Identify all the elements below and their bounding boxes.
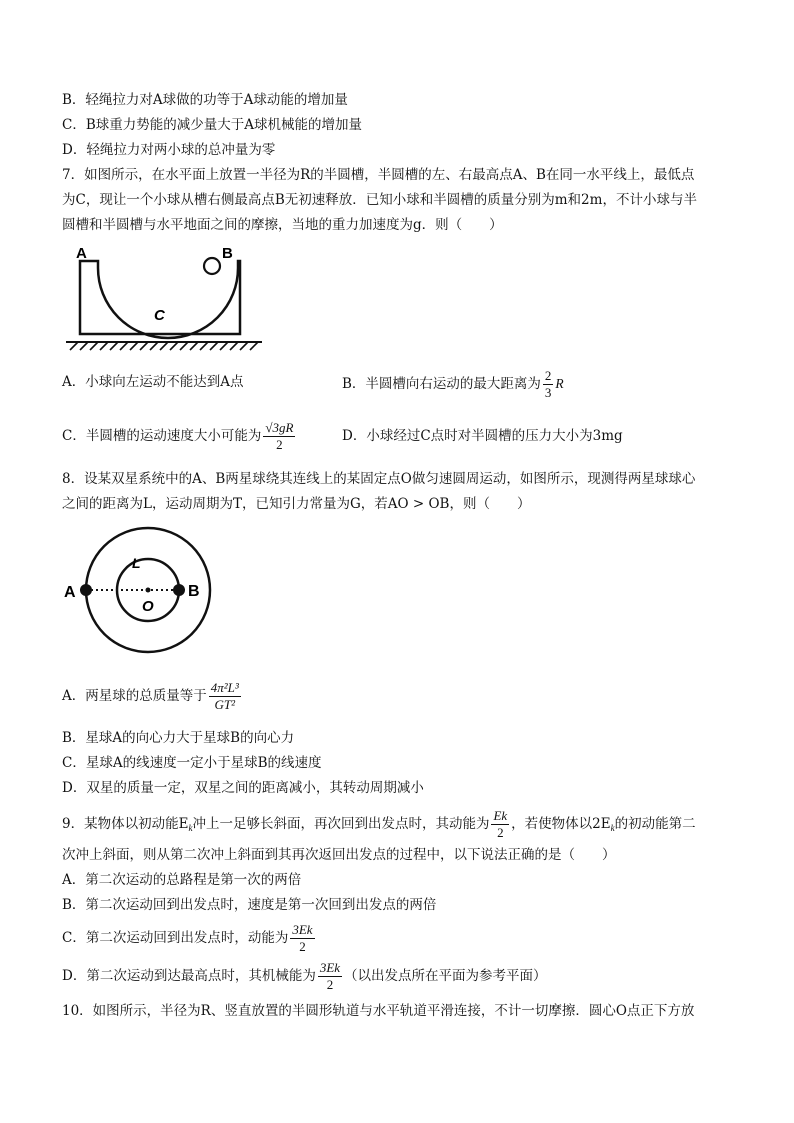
q9-option-a: A．第二次运动的总路程是第一次的两倍 [62, 872, 302, 888]
q7-option-c: C．半圆槽的运动速度大小可能为 $\frac{√3gR}{2}$ [62, 420, 294, 452]
q9-option-c: C．第二次运动回到出发点时，动能为 $\frac{3Ek}{2}$ [62, 922, 313, 954]
q8-figure-binary-star [62, 516, 242, 666]
q7-stem-line-1: 7．如图所示，在水平面上放置一半径为R的半圆槽，半圆槽的左、右最高点A、B在同一水平线上，最低点 [62, 167, 695, 183]
q6-option-c: C．B球重力势能的减少量大于A球机械能的增加量 [62, 117, 362, 133]
q7-label-a: A [76, 245, 87, 262]
q8-stem-line-2: 之间的距离为L，运动周期为T，已知引力常量为G，若AO > OB，则（ ） [62, 496, 531, 512]
q9-option-b: B．第二次运动回到出发点时，速度是第一次回到出发点的两倍 [62, 897, 437, 913]
q7-option-d: D．小球经过C点时对半圆槽的压力大小为3mg [342, 428, 623, 444]
q7-label-c: C [154, 307, 165, 324]
q9-stem-line-2: 次冲上斜面，则从第二次冲上斜面到其再次返回出发点的过程中，以下说法正确的是（ ） [62, 847, 616, 863]
q8-option-b: B．星球A的向心力大于星球B的向心力 [62, 730, 295, 746]
q8-label-a: A [64, 584, 76, 601]
q10-stem-line-1: 10．如图所示，半径为R、竖直放置的半圆形轨道与水平轨道平滑连接，不计一切摩擦．圆心O点正下方放 [62, 1003, 695, 1019]
q9-stem-line-1: 9．某物体以初动能$E_k$冲上一足够长斜面，再次回到出发点时，其动能为 $\frac{Ek}{2}$ ，若使物体以$2E_k$的初动能第二 [62, 808, 696, 840]
q8-label-l: L [132, 555, 141, 571]
q8-option-d: D．双星的质量一定，双星之间的距离减小，其转动周期减小 [62, 780, 424, 796]
q7-ball [204, 258, 220, 274]
q9-option-d: D．第二次运动到达最高点时，其机械能为 $\frac{3Ek}{2}$ （以出发点所在平面为参考平面） [62, 960, 547, 992]
q8-option-a: A．两星球的总质量等于 $\frac{\text{4π²L³}}{\text{GT²}}$ [62, 680, 239, 712]
q8-label-b: B [188, 583, 200, 600]
q7-figure-half-groove [62, 238, 272, 356]
q7-label-b: B [222, 245, 233, 262]
q7-option-b: B．半圆槽向右运动的最大距离为 $\frac{2}{3}$ R [342, 368, 564, 400]
q7-stem-line-3: 圆槽和半圆槽与水平地面之间的摩擦，当地的重力加速度为g．则（ ） [62, 217, 503, 233]
q8-star-b [173, 584, 185, 596]
q6-option-b: B．轻绳拉力对A球做的功等于A球动能的增加量 [62, 92, 348, 108]
q8-stem-line-1: 8．设某双星系统中的A、B两星球绕其连线上的某固定点O做匀速圆周运动，如图所示，现测得两星球球心 [62, 471, 696, 487]
q6-option-d: D．轻绳拉力对两小球的总冲量为零 [62, 142, 276, 158]
q8-option-c: C．星球A的线速度一定小于星球B的线速度 [62, 755, 322, 771]
q8-center-o [146, 588, 151, 593]
q8-star-a [80, 584, 92, 596]
q7-option-a: A．小球向左运动不能达到A点 [62, 374, 244, 390]
q8-label-o: O [142, 598, 154, 615]
q7-stem-line-2: 为C，现让一个小球从槽右侧最高点B无初速释放．已知小球和半圆槽的质量分别为m和2m，不计小球与半 [62, 192, 697, 208]
